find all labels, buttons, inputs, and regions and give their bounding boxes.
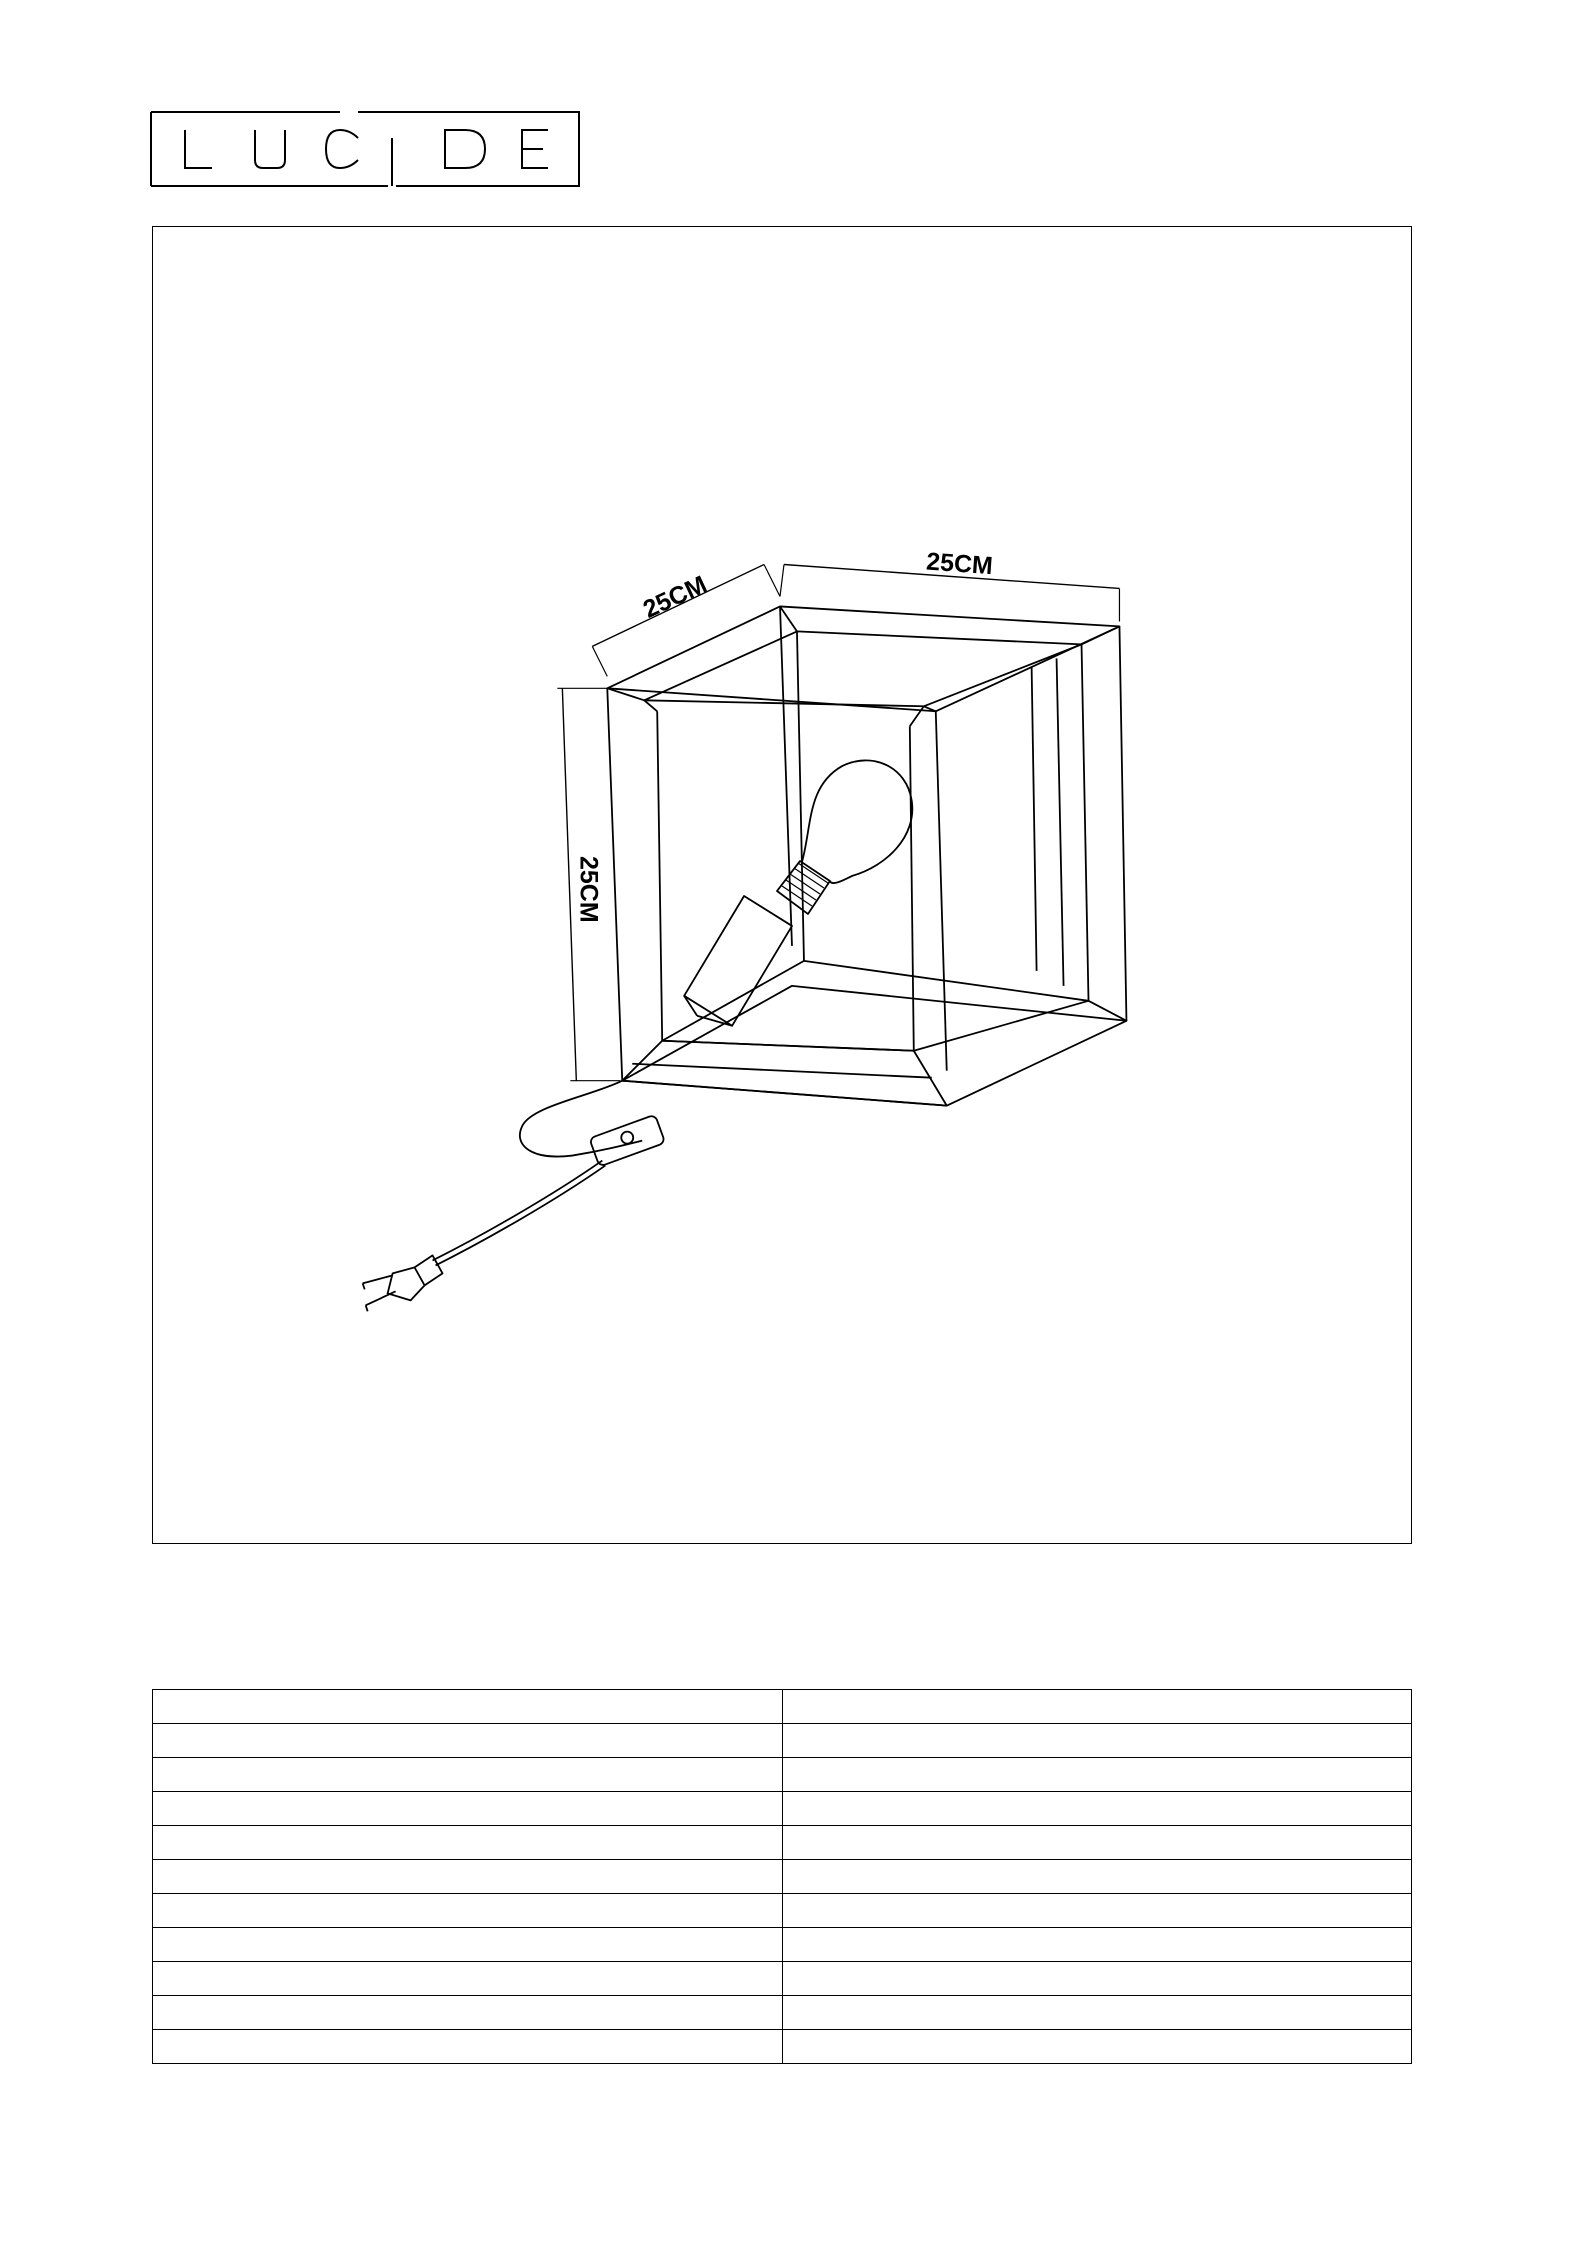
dimension-width-label: 25CM (925, 547, 994, 581)
table-cell-value (782, 1996, 1412, 2030)
switch-button (621, 1132, 633, 1144)
brand-logo (150, 108, 580, 188)
dimension-height-label: 25CM (574, 856, 603, 923)
table-row (153, 1758, 1412, 1792)
table-row (153, 1792, 1412, 1826)
table-row (153, 1962, 1412, 1996)
dimension-depth-label: 25CM (638, 570, 712, 624)
table-cell-value (782, 1962, 1412, 1996)
technical-drawing-frame (152, 226, 1412, 1544)
lamp-holder (684, 896, 792, 1026)
table-cell-label (153, 1860, 783, 1894)
power-cable (520, 1081, 642, 1157)
table-cell-label (153, 2030, 783, 2064)
bulb-glass (802, 760, 912, 883)
table-cell-value (782, 1860, 1412, 1894)
table-cell-value (782, 1826, 1412, 1860)
table-cell-label (153, 1996, 783, 2030)
table-cell-value (782, 1724, 1412, 1758)
power-plug (415, 1255, 443, 1285)
table-cell-label (153, 1724, 783, 1758)
table-cell-value (782, 1792, 1412, 1826)
lucide-logo-graphic (150, 108, 580, 188)
table-cell-value (782, 2030, 1412, 2064)
table-cell-label (153, 1894, 783, 1928)
inline-switch (589, 1115, 665, 1167)
dim-line-height (562, 688, 576, 1080)
table-cell-value (782, 1894, 1412, 1928)
table-cell-label (153, 1962, 783, 1996)
table-cell-value (782, 1758, 1412, 1792)
table-cell-label (153, 1792, 783, 1826)
table-cell-value (782, 1928, 1412, 1962)
table-cell-label (153, 1826, 783, 1860)
table-row (153, 1894, 1412, 1928)
table-row (153, 2030, 1412, 2064)
table-cell-value (782, 1690, 1412, 1724)
table-row (153, 1860, 1412, 1894)
table-row (153, 1724, 1412, 1758)
specification-table (152, 1689, 1412, 2064)
table-row (153, 1826, 1412, 1860)
table-cell-label (153, 1690, 783, 1724)
lamp-technical-drawing (153, 227, 1411, 1543)
table-cell-label (153, 1758, 783, 1792)
table-row (153, 1690, 1412, 1724)
table-row (153, 1996, 1412, 2030)
table-row (153, 1928, 1412, 1962)
table-cell-label (153, 1928, 783, 1962)
